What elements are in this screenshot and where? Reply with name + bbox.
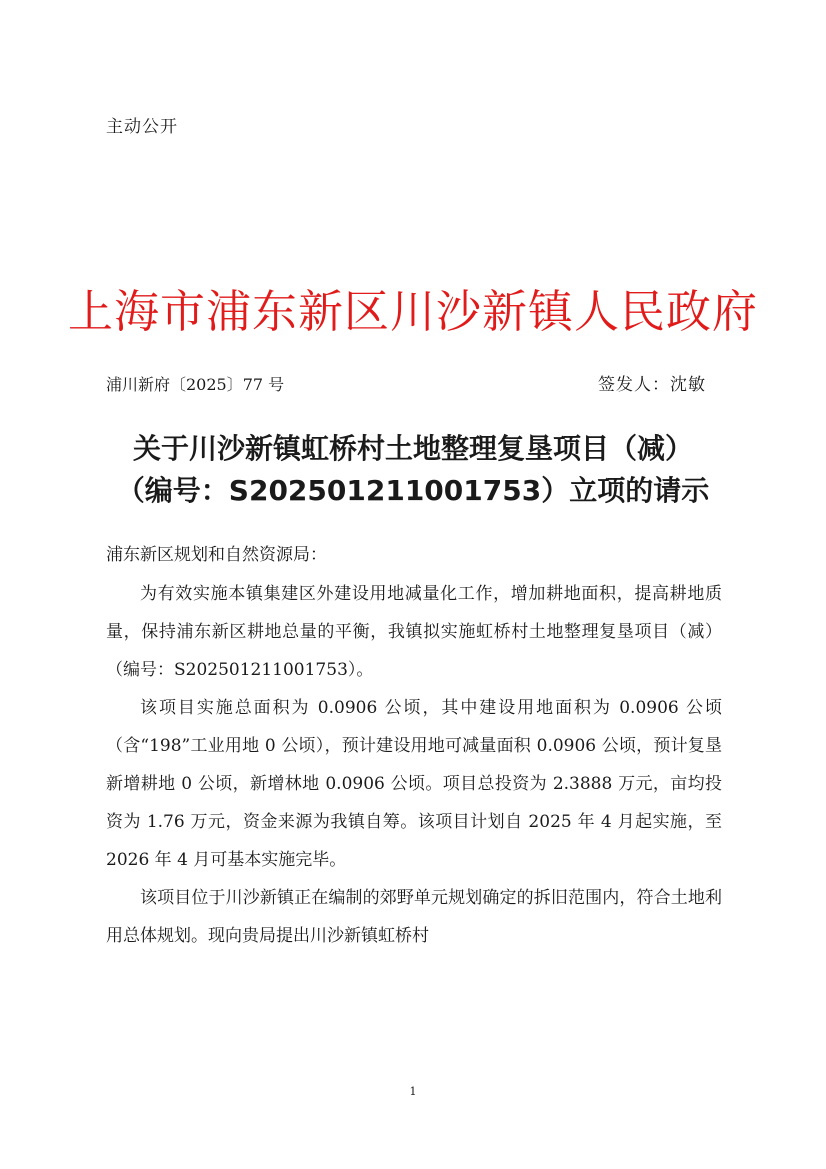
issuer-title: 上海市浦东新区川沙新镇人民政府 — [67, 285, 758, 338]
recipient: 浦东新区规划和自然资源局： — [106, 545, 327, 565]
disclosure-label: 主动公开 — [106, 117, 178, 137]
paragraph: 为有效实施本镇集建区外建设用地减量化工作，增加耕地面积，提高耕地质量，保持浦东新区耕地总量的平衡，我镇拟实施虹桥村土地整理复垦项目（减）（编号：S202501211001753）。 — [106, 584, 722, 680]
title-line-2: （编号：S202501211001753）立项的请示 — [116, 474, 710, 507]
paragraph: 该项目位于川沙新镇正在编制的郊野单元规划确定的拆旧范围内，符合土地利用总体规划。现向贵局提出川沙新镇虹桥村 — [106, 888, 722, 946]
document-title — [60, 428, 766, 512]
title-line-1: 关于川沙新镇虹桥村土地整理复垦项目（减） — [132, 432, 693, 465]
page-number: 1 — [409, 1085, 417, 1098]
signer: 签发人：沈敏 — [598, 375, 706, 395]
paragraph: 该项目实施总面积为 0.0906 公顷，其中建设用地面积为 0.0906 公顷（含“198”工业用地 0 公顷），预计建设用地可减量面积 0.0906 公顷，预计复垦新增耕地 0 公顷，新增林地 0.0906 公顷。项目总投资为 2.3888 万元，亩均投资为 1.76 万元，资金来源为我镇自筹。该项目计划自 2025 年 4 月起实施，至 2026 年 4 月可基本实施完毕。 — [106, 698, 722, 870]
document-number: 浦川新府〔2025〕77 号 — [106, 375, 285, 394]
body-text — [106, 575, 722, 955]
